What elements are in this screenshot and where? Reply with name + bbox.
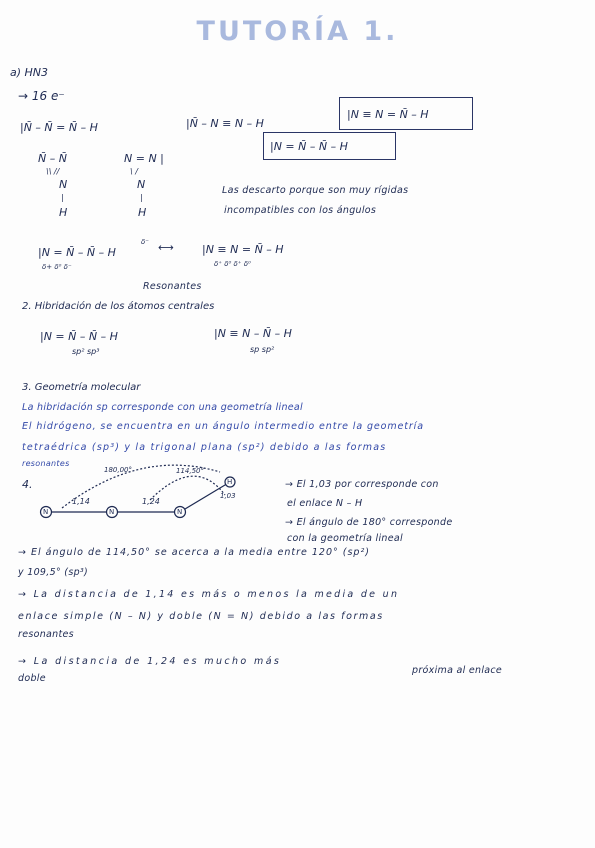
section-3-label: 3. Geometría molecular	[22, 382, 141, 393]
paragraph-line-2: y 109,5° (sp³)	[18, 567, 89, 578]
paragraph-line-7: doble	[18, 673, 46, 684]
geometry-line-2: El hidrógeno, se encuentra en un ángulo intermedio entre la geometría	[22, 421, 424, 432]
hybridization-structure-1: |N = N̄ – N̄ – H	[40, 330, 118, 343]
cyclic-right-n: N	[137, 178, 146, 191]
note-line-3: → El ángulo de 180° corresponde	[285, 517, 453, 528]
resonance-2-charges: δ⁺ δ⁰ δ⁺ δ⁰	[214, 260, 251, 268]
cyclic-left-bonds: \\ //	[46, 167, 60, 176]
paragraph-line-5: resonantes	[18, 629, 74, 640]
section-4-label: 4.	[22, 478, 33, 491]
resonance-1-charges: δ+ δ⁰ δ⁻	[42, 263, 72, 271]
note-line-2: el enlace N – H	[287, 498, 363, 509]
lewis-structure-1: |N̄ – N̄ = N̄ – H	[20, 121, 98, 134]
geometry-line-3: tetraédrica (sp³) y la trigonal plana (sp²) debido a las formas	[22, 442, 387, 453]
resonance-structure-1: |N = N̄ – N̄ – H	[38, 246, 116, 259]
paragraph-line-6: → La distancia de 1,24 es mucho más	[18, 656, 282, 667]
resonance-label: Resonantes	[143, 281, 202, 292]
boxed-structure-1: |N ≡ N = N̄ – H	[347, 108, 429, 121]
angle-180-label: 180,00°	[104, 466, 132, 474]
note-line-1: → El 1,03 por corresponde con	[285, 479, 439, 490]
discard-note-line-1: Las descarto porque son muy rígidas	[222, 185, 409, 196]
cyclic-right-top: N = N |	[124, 152, 164, 165]
hybridization-2-labels: sp sp²	[250, 345, 275, 354]
atom-n3-label: N	[177, 508, 183, 516]
distance-1-03: 1,03	[220, 492, 236, 500]
distance-1-14: 1,14	[72, 497, 90, 506]
angle-arc-114	[150, 476, 225, 500]
cyclic-left-h: H	[59, 206, 68, 219]
discard-note-line-2: incompatibles con los ángulos	[224, 205, 377, 216]
note-line-4: con la geometría lineal	[287, 533, 403, 544]
paragraph-line-1: → El ángulo de 114,50° se acerca a la media entre 120° (sp²)	[18, 547, 370, 558]
hybridization-structure-2: |N ≡ N – N̄ – H	[214, 327, 292, 340]
page-title: TUTORÍA 1.	[196, 16, 399, 47]
paragraph-line-4: enlace simple (N – N) y doble (N = N) debido a las formas	[18, 611, 384, 622]
cyclic-left-n: N	[59, 178, 68, 191]
cyclic-left-top: N̄ – N̄	[38, 152, 67, 165]
atom-n2-label: N	[109, 508, 115, 516]
section-a-label: a) HN3	[10, 66, 49, 79]
atom-n1-label: N	[43, 508, 49, 516]
angle-114-label: 114,50°	[176, 467, 204, 475]
resonance-structure-2: |N ≡ N = N̄ – H	[202, 243, 284, 256]
geometry-line-1: La hibridación sp corresponde con una geometría lineal	[22, 402, 303, 413]
section-2-label: 2. Hibridación de los átomos centrales	[22, 301, 215, 312]
hybridization-1-labels: sp² sp³	[72, 347, 100, 356]
cyclic-right-bar: |	[140, 193, 143, 202]
cyclic-right-bonds: \ /	[130, 167, 138, 176]
paragraph-line-6-end: próxima al enlace	[412, 665, 503, 676]
atom-h-label: H	[227, 478, 233, 486]
paragraph-line-3: → La distancia de 1,14 es más o menos la media de un	[18, 589, 400, 600]
resonance-arrow: ⟷	[158, 241, 174, 254]
electron-count: → 16 e⁻	[18, 89, 65, 103]
resonance-1-superscript: δ⁻	[141, 238, 149, 246]
cyclic-left-bar: |	[61, 193, 64, 202]
cyclic-right-h: H	[138, 206, 147, 219]
boxed-structure-2: |N = N̄ – N̄ – H	[270, 140, 348, 153]
distance-1-24: 1,24	[142, 497, 160, 506]
geometry-line-4: resonantes	[22, 459, 70, 468]
lewis-structure-2: |N̄ – N ≡ N – H	[186, 117, 264, 130]
